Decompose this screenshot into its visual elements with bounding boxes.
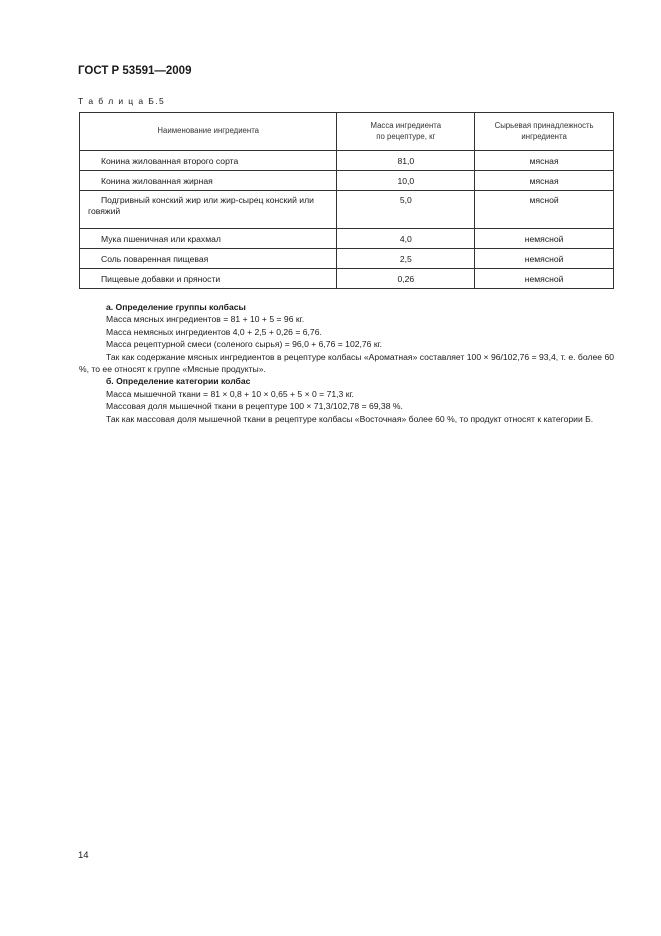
cell-belonging: немясной (475, 269, 614, 289)
cell-mass: 4,0 (337, 229, 475, 249)
table-row (80, 249, 614, 269)
cell-belonging: мясная (475, 171, 614, 191)
cell-belonging: немясной (475, 249, 614, 269)
cell-ingredient-name: Пищевые добавки и пряности (80, 269, 337, 289)
column-header-name: Наименование ингредиента (80, 113, 337, 151)
cell-ingredient-name: Подгривный конский жир или жир-сырец конский или говяжий (80, 191, 337, 229)
cell-belonging: немясной (475, 229, 614, 249)
cell-ingredient-name: Конина жилованная второго сорта (80, 151, 337, 171)
cell-ingredient-name: Мука пшеничная или крахмал (80, 229, 337, 249)
cell-mass: 81,0 (337, 151, 475, 171)
cell-mass: 5,0 (337, 191, 475, 229)
column-header-mass (337, 113, 475, 151)
paragraph-meat-mass: Масса мясных ингредиентов = 81 + 10 + 5 = 96 кг. (106, 314, 305, 325)
cell-ingredient-name: Соль поваренная пищевая (80, 249, 337, 269)
table-header-row (80, 113, 614, 151)
cell-ingredient-name: Конина жилованная жирная (80, 171, 337, 191)
paragraph-category-conclusion: Так как массовая доля мышечной ткани в рецептуре колбасы «Восточная» более 60 %, то продукт относят к категории Б. (106, 413, 594, 424)
ingredients-table (79, 112, 614, 289)
cell-mass: 0,26 (337, 269, 475, 289)
table-row (80, 151, 614, 171)
document-header: ГОСТ Р 53591—2009 (78, 65, 192, 77)
cell-mass: 10,0 (337, 171, 475, 191)
table-row (80, 269, 614, 289)
table-caption: Т а б л и ц а Б.5 (78, 96, 166, 106)
cell-mass: 2,5 (337, 249, 475, 269)
paragraph-nonmeat-mass: Масса немясных ингредиентов 4,0 + 2,5 + 0,26 = 6,76. (106, 326, 322, 337)
column-header-belonging (475, 113, 614, 151)
section-b-title: б. Определение категории колбас (106, 376, 251, 387)
page-number: 14 (78, 850, 89, 861)
table-row (80, 191, 614, 229)
paragraph-group-conclusion: Так как содержание мясных ингредиентов в рецептуре колбасы «Ароматная» составляет 100 × 96/102,76 = 93,4, т. е. более 60 %, то ее относят к группе «Мясные продукты». (79, 351, 614, 375)
paragraph-muscle-mass: Масса мышечной ткани = 81 × 0,8 + 10 × 0,65 + 5 × 0 = 71,3 кг. (106, 388, 354, 399)
calculation-text (79, 301, 614, 425)
table-row (80, 171, 614, 191)
section-a-title: а. Определение группы колбасы (106, 302, 246, 312)
paragraph-muscle-share: Массовая доля мышечной ткани в рецептуре 100 × 71,3/102,78 = 69,38 %. (106, 401, 403, 412)
column-header-belonging-text: Сырьевая принадлежность ингредиента (494, 120, 594, 141)
column-header-mass-text: Масса ингредиента по рецептуре, кг (370, 120, 442, 141)
paragraph-mixture-mass: Масса рецептурной смеси (соленого сырья) = 96,0 + 6,76 = 102,76 кг. (106, 339, 383, 350)
table-row (80, 229, 614, 249)
cell-belonging: мясной (475, 191, 614, 229)
cell-belonging: мясная (475, 151, 614, 171)
